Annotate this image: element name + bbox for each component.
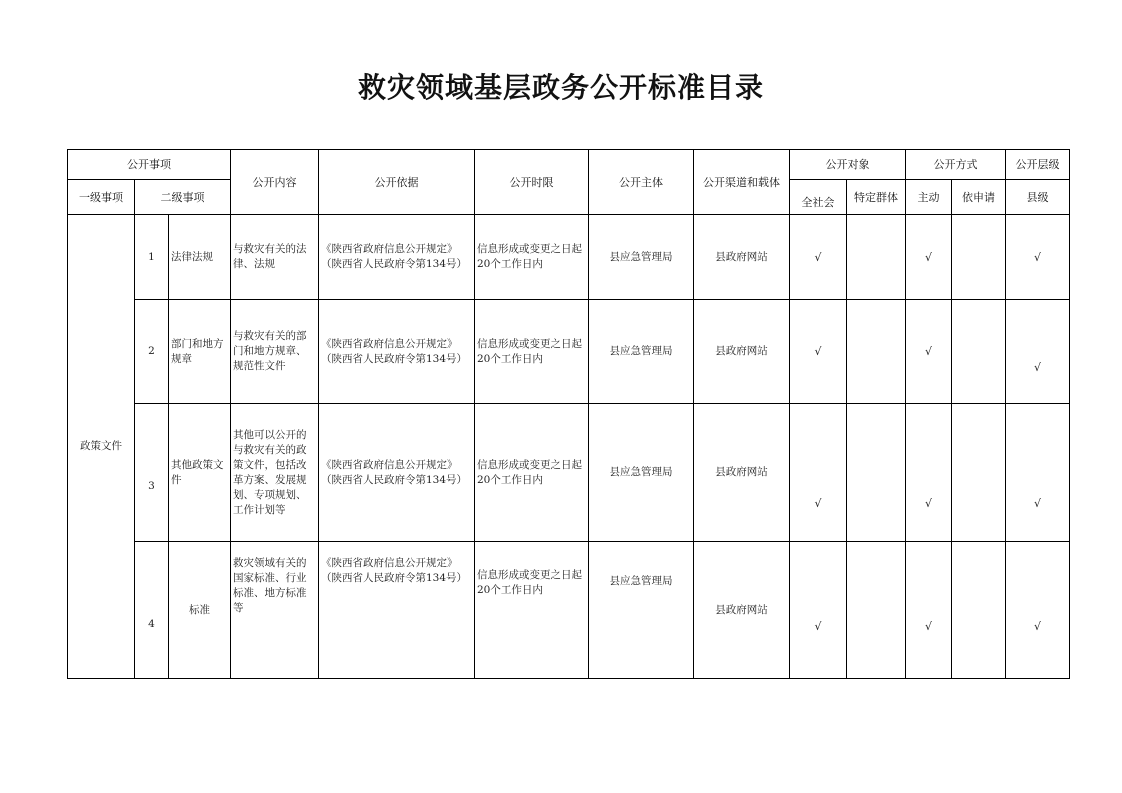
county-check: √ bbox=[1006, 300, 1070, 404]
basis-cell: 《陕西省政府信息公开规定》（陕西省人民政府令第134号） bbox=[319, 300, 475, 404]
level2-item: 法律法规 bbox=[169, 215, 231, 300]
basis-cell: 《陕西省政府信息公开规定》（陕西省人民政府令第134号） bbox=[319, 215, 475, 300]
page-title: 救灾领域基层政务公开标准目录 bbox=[357, 71, 764, 104]
county-check: √ bbox=[1006, 542, 1070, 679]
time-limit-cell: 信息形成或变更之日起20个工作日内 bbox=[475, 404, 589, 542]
header-county: 县级 bbox=[1006, 180, 1070, 215]
table-row bbox=[68, 404, 1070, 542]
county-check: √ bbox=[1006, 404, 1070, 542]
table-row bbox=[68, 300, 1070, 404]
header-channel: 公开渠道和载体 bbox=[694, 150, 790, 215]
on-request-cell bbox=[952, 215, 1006, 300]
subject-cell: 县应急管理局 bbox=[589, 300, 694, 404]
time-limit-cell: 信息形成或变更之日起20个工作日内 bbox=[475, 542, 589, 679]
channel-cell: 县政府网站 bbox=[694, 215, 790, 300]
content-cell: 与救灾有关的部门和地方规章、规范性文件 bbox=[231, 300, 319, 404]
whole-society-check: √ bbox=[790, 215, 847, 300]
header-level: 公开层级 bbox=[1006, 150, 1070, 180]
specific-group-cell bbox=[847, 404, 906, 542]
active-check: √ bbox=[906, 542, 952, 679]
active-check: √ bbox=[906, 404, 952, 542]
content-cell: 与救灾有关的法律、法规 bbox=[231, 215, 319, 300]
time-limit-cell: 信息形成或变更之日起20个工作日内 bbox=[475, 215, 589, 300]
basis-cell: 《陕西省政府信息公开规定》（陕西省人民政府令第134号） bbox=[319, 542, 475, 679]
whole-society-check: √ bbox=[790, 404, 847, 542]
header-row-1 bbox=[68, 150, 1070, 180]
level2-item: 其他政策文件 bbox=[169, 404, 231, 542]
catalog-table bbox=[67, 149, 1070, 679]
header-level2: 二级事项 bbox=[135, 180, 231, 215]
row-number: 1 bbox=[135, 215, 169, 300]
header-whole-society: 全社会 bbox=[790, 180, 847, 215]
row-number: 3 bbox=[135, 404, 169, 542]
channel-cell: 县政府网站 bbox=[694, 542, 790, 679]
on-request-cell bbox=[952, 542, 1006, 679]
header-on-request: 依申请 bbox=[952, 180, 1006, 215]
header-specific-group: 特定群体 bbox=[847, 180, 906, 215]
header-method: 公开方式 bbox=[906, 150, 1006, 180]
on-request-cell bbox=[952, 404, 1006, 542]
specific-group-cell bbox=[847, 542, 906, 679]
subject-cell: 县应急管理局 bbox=[589, 215, 694, 300]
content-cell: 其他可以公开的与救灾有关的政策文件，包括改革方案、发展规划、专项规划、工作计划等 bbox=[231, 404, 319, 542]
on-request-cell bbox=[952, 300, 1006, 404]
header-basis: 公开依据 bbox=[319, 150, 475, 215]
basis-cell: 《陕西省政府信息公开规定》（陕西省人民政府令第134号） bbox=[319, 404, 475, 542]
active-check: √ bbox=[906, 215, 952, 300]
channel-cell: 县政府网站 bbox=[694, 404, 790, 542]
table-row bbox=[68, 542, 1070, 679]
header-public-item: 公开事项 bbox=[68, 150, 231, 180]
county-check: √ bbox=[1006, 215, 1070, 300]
header-level1: 一级事项 bbox=[68, 180, 135, 215]
whole-society-check: √ bbox=[790, 542, 847, 679]
header-time-limit: 公开时限 bbox=[475, 150, 589, 215]
active-check: √ bbox=[906, 300, 952, 404]
whole-society-check: √ bbox=[790, 300, 847, 404]
level2-item: 部门和地方规章 bbox=[169, 300, 231, 404]
channel-cell: 县政府网站 bbox=[694, 300, 790, 404]
specific-group-cell bbox=[847, 300, 906, 404]
header-target: 公开对象 bbox=[790, 150, 906, 180]
subject-cell: 县应急管理局 bbox=[589, 542, 694, 679]
specific-group-cell bbox=[847, 215, 906, 300]
table-row bbox=[68, 215, 1070, 300]
header-subject: 公开主体 bbox=[589, 150, 694, 215]
level1-item: 政策文件 bbox=[68, 215, 135, 679]
time-limit-cell: 信息形成或变更之日起20个工作日内 bbox=[475, 300, 589, 404]
row-number: 2 bbox=[135, 300, 169, 404]
header-content: 公开内容 bbox=[231, 150, 319, 215]
content-cell: 救灾领域有关的国家标准、行业标准、地方标准等 bbox=[231, 542, 319, 679]
row-number: 4 bbox=[135, 542, 169, 679]
subject-cell: 县应急管理局 bbox=[589, 404, 694, 542]
level2-item: 标准 bbox=[169, 542, 231, 679]
header-active: 主动 bbox=[906, 180, 952, 215]
